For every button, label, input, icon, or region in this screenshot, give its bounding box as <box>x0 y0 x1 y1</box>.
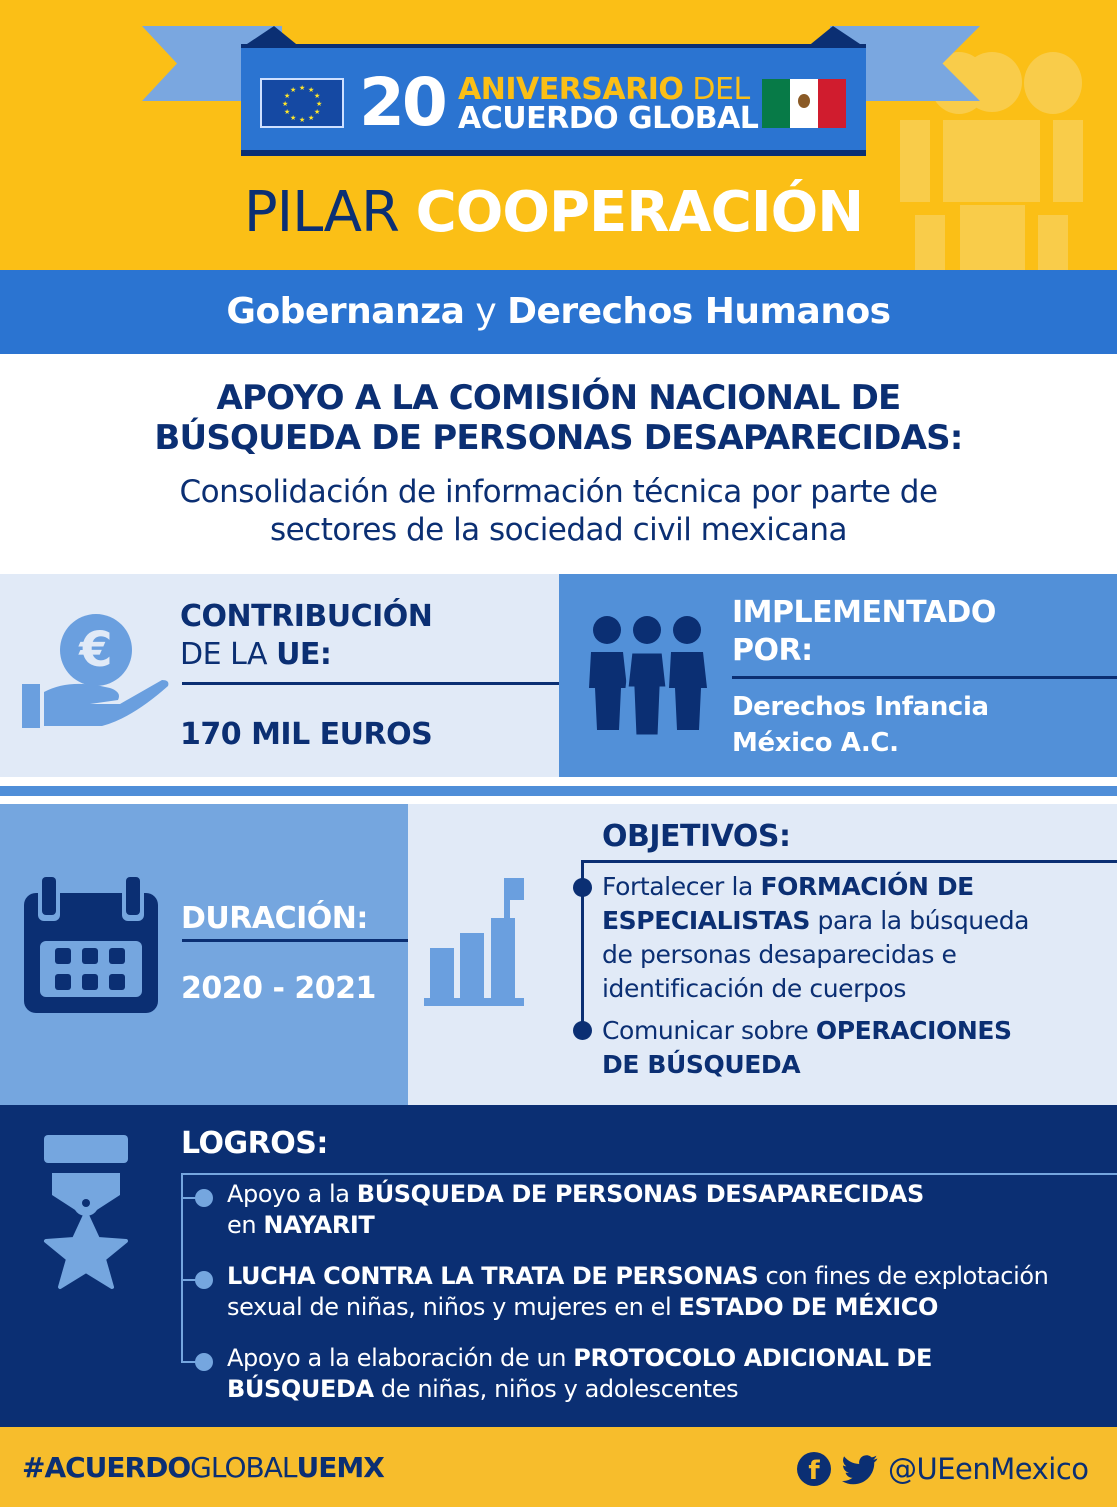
achievements-panel <box>0 1105 1117 1427</box>
achievement-line <box>227 1210 1112 1241</box>
achievement-line <box>227 1292 1112 1323</box>
topic-connector: y <box>464 291 508 332</box>
contribution-label <box>180 598 432 674</box>
objective-emphasis: OPERACIONES <box>815 1016 1012 1045</box>
achievement-emphasis: NAYARIT <box>263 1211 375 1239</box>
objective-emphasis: ESPECIALISTAS <box>602 906 810 935</box>
project-title <box>0 378 1117 458</box>
objective-bullet-2 <box>573 1021 592 1040</box>
objective-item <box>602 1014 1112 1082</box>
objective-line <box>602 938 1112 972</box>
objective-line <box>602 1048 1112 1082</box>
objective-text: identificación de cuerpos <box>602 974 907 1003</box>
hashtag-uemx: UEMX <box>296 1451 384 1484</box>
contribution-label-de-la: DE LA <box>180 637 277 672</box>
achievement-text: sexual de niñas, niños y mujeres en el <box>227 1293 679 1321</box>
twitter-icon[interactable] <box>842 1454 878 1486</box>
implemented-label <box>732 594 996 670</box>
implemented-label-line-1: IMPLEMENTADO <box>732 595 996 630</box>
objective-text: Comunicar sobre <box>602 1016 816 1045</box>
topic-bar <box>0 270 1117 354</box>
contribution-amount: 170 MIL EUROS <box>180 717 433 752</box>
achievement-emphasis: PROTOCOLO ADICIONAL DE <box>573 1344 932 1372</box>
banner-line-2: ACUERDO GLOBAL <box>458 101 759 136</box>
objective-emphasis: DE BÚSQUEDA <box>602 1050 801 1079</box>
achievement-emphasis: BÚSQUEDA <box>227 1375 374 1403</box>
objective-emphasis: FORMACIÓN DE <box>760 872 974 901</box>
project-title-line-2: BÚSQUEDA DE PERSONAS DESAPARECIDAS: <box>154 418 963 458</box>
implemented-divider <box>732 676 1117 679</box>
contribution-label-line-1: CONTRIBUCIÓN <box>180 599 433 634</box>
eu-flag-icon: ★ ★ ★ ★ ★ ★ ★ ★ ★ ★ ★ ★ <box>260 78 344 128</box>
achievement-line <box>227 1343 1112 1374</box>
objective-text: de personas desaparecidas e <box>602 940 957 969</box>
hashtag[interactable] <box>22 1451 384 1485</box>
duration-value: 2020 - 2021 <box>181 971 376 1006</box>
contribution-panel <box>0 574 559 777</box>
implementer-name-line-1: Derechos Infancia <box>732 692 989 722</box>
objective-line <box>602 1014 1112 1048</box>
calendar-icon <box>24 877 160 1015</box>
duration-divider <box>182 939 408 942</box>
anniversary-banner <box>241 44 866 156</box>
achievement-emphasis: BÚSQUEDA DE PERSONAS DESAPARECIDAS <box>356 1180 924 1208</box>
hashtag-acuerdo: #ACUERDO <box>22 1451 191 1484</box>
topic-human-rights: Derechos Humanos <box>507 291 891 332</box>
mexico-flag-icon <box>762 79 846 128</box>
achievement-text: de niñas, niños y adolescentes <box>373 1375 739 1403</box>
implementer-name <box>732 689 989 761</box>
duration-label: DURACIÓN: <box>181 901 368 936</box>
implemented-label-line-2: POR: <box>732 633 813 668</box>
duration-panel <box>0 804 408 1105</box>
project-subtitle-line-1: Consolidación de información técnica por parte de <box>179 474 938 510</box>
objectives-top-rule <box>581 860 1117 863</box>
objective-bullet-1 <box>573 878 592 897</box>
anniversary-number: 20 <box>359 64 445 141</box>
achievement-emphasis: ESTADO DE MÉXICO <box>678 1293 938 1321</box>
objectives-label: OBJETIVOS: <box>602 819 791 854</box>
objectives-list <box>602 870 1112 1090</box>
medal-star-icon <box>42 1135 132 1293</box>
banner-del: DEL <box>683 72 750 107</box>
objective-item <box>602 870 1112 1006</box>
achievements-list <box>227 1179 1112 1425</box>
contribution-divider <box>182 682 559 685</box>
objective-text: Fortalecer la <box>602 872 761 901</box>
euro-hand-icon: € <box>22 614 172 744</box>
hashtag-global: GLOBAL <box>190 1451 297 1484</box>
achievement-bullet-3 <box>195 1353 213 1371</box>
project-subtitle-line-2: sectores de la sociedad civil mexicana <box>269 512 848 548</box>
facebook-icon[interactable]: f <box>797 1452 831 1486</box>
objective-text: para la búsqueda <box>809 906 1030 935</box>
achievement-line <box>227 1374 1112 1405</box>
achievements-timeline <box>181 1173 183 1363</box>
objective-line <box>602 870 1112 904</box>
header <box>0 0 1117 270</box>
achievements-top-rule <box>181 1173 1117 1175</box>
section-divider-stripe <box>0 786 1117 796</box>
achievement-emphasis: LUCHA CONTRA LA TRATA DE PERSONAS <box>227 1262 759 1290</box>
achievement-item <box>227 1179 1112 1241</box>
achievement-line <box>227 1261 1112 1292</box>
implementer-name-line-2: México A.C. <box>732 728 899 758</box>
social-handle[interactable]: @UEenMexico <box>888 1452 1089 1486</box>
achievement-text: con fines de explotación <box>758 1262 1049 1290</box>
banner-aniversario: ANIVERSARIO <box>458 72 684 107</box>
achievement-text: en <box>227 1211 264 1239</box>
achievements-label: LOGROS: <box>181 1126 328 1161</box>
objective-line <box>602 904 1112 938</box>
achievement-bullet-2 <box>195 1271 213 1289</box>
pillar-prefix: PILAR <box>243 180 416 245</box>
project-title-line-1: APOYO A LA COMISIÓN NACIONAL DE <box>216 378 901 418</box>
achievement-line <box>227 1179 1112 1210</box>
achievement-text: Apoyo a la <box>227 1180 357 1208</box>
pillar-title <box>0 180 1117 246</box>
objective-line <box>602 972 1112 1006</box>
people-group-icon <box>587 612 713 738</box>
implemented-panel <box>559 574 1117 777</box>
pillar-name: COOPERACIÓN <box>415 180 864 245</box>
contribution-label-ue: UE: <box>276 637 332 672</box>
objectives-panel <box>408 804 1117 1105</box>
project-subtitle <box>0 473 1117 549</box>
footer <box>0 1427 1117 1507</box>
achievement-item <box>227 1261 1112 1323</box>
achievement-text: Apoyo a la elaboración de un <box>227 1344 574 1372</box>
topic-governance: Gobernanza <box>226 291 465 332</box>
bar-chart-flag-icon <box>424 878 524 1008</box>
achievement-bullet-1 <box>195 1189 213 1207</box>
achievement-item <box>227 1343 1112 1405</box>
